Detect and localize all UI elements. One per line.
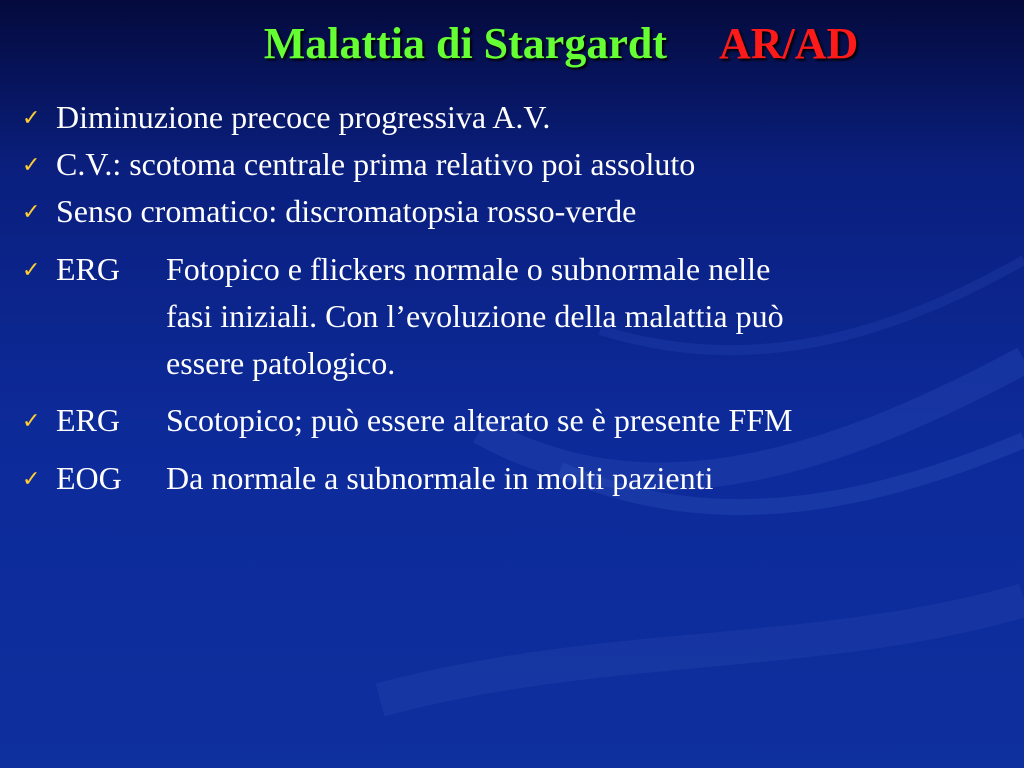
- check-icon: ✓: [22, 409, 41, 434]
- test-item-erg-fotopico: [22, 246, 166, 294]
- check-icon: ✓: [22, 258, 41, 283]
- bullet-text: C.V.: scotoma centrale prima relativo poi assoluto: [56, 146, 696, 182]
- inheritance-tag: AR/AD: [718, 19, 859, 68]
- test-item-eog: [22, 455, 166, 503]
- bullet-item: [22, 188, 636, 236]
- test-label: ERG: [56, 402, 120, 438]
- bullet-item: [22, 94, 550, 142]
- bullet-text: Diminuzione precoce progressiva A.V.: [56, 99, 551, 135]
- bullet-text: Senso cromatico: discromatopsia rosso-verde: [56, 193, 637, 229]
- check-icon: ✓: [22, 106, 41, 131]
- test-description: essere patologico.: [166, 345, 396, 381]
- check-icon: ✓: [22, 467, 41, 492]
- check-icon: ✓: [22, 153, 41, 178]
- test-description: Fotopico e flickers normale o subnormale nelle: [166, 251, 771, 287]
- test-label: EOG: [56, 460, 122, 496]
- test-label: ERG: [56, 251, 120, 287]
- test-item-erg-scotopico: [22, 397, 166, 445]
- test-description: fasi iniziali. Con l’evoluzione della malattia può: [166, 298, 784, 334]
- check-icon: ✓: [22, 200, 41, 225]
- bullet-item: [22, 141, 695, 189]
- test-description: Scotopico; può essere alterato se è presente FFM: [166, 402, 793, 438]
- slide-title: [0, 18, 1024, 70]
- title-text: Malattia di Stargardt: [263, 19, 667, 68]
- test-description: Da normale a subnormale in molti pazienti: [166, 460, 714, 496]
